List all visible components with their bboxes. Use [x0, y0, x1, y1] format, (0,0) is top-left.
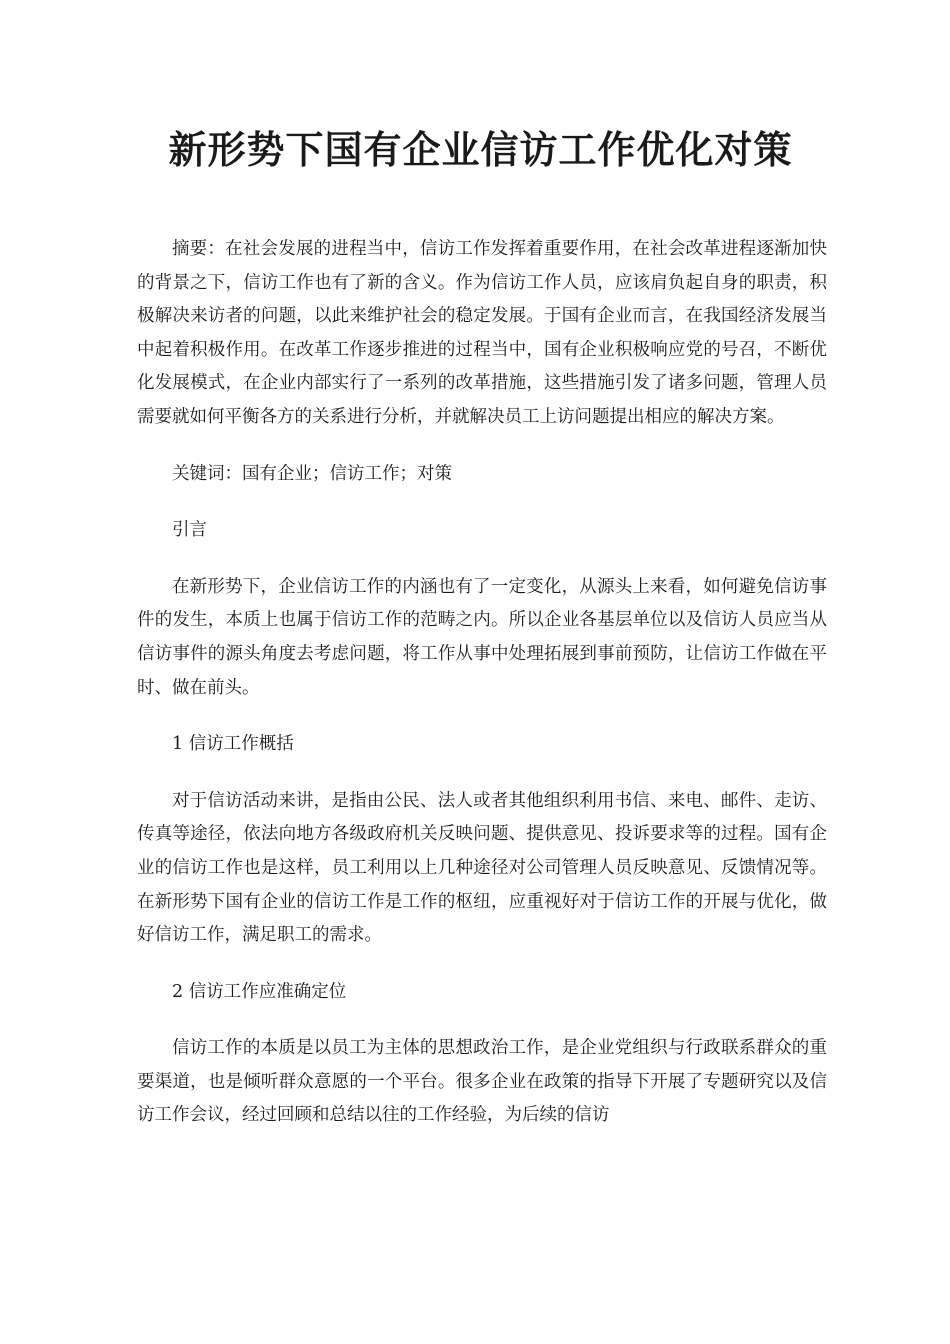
document-body [137, 233, 827, 1133]
document-title: 新形势下国有企业信访工作优化对策 [168, 128, 793, 172]
keywords-paragraph: 关键词：国有企业；信访工作；对策 [172, 463, 452, 484]
introduction-paragraph: 在新形势下，企业信访工作的内涵也有了一定变化，从源头上来看，如何避免信访事件的发生，本质上也属于信访工作的范畴之内。所以企业各基层单位以及信访人员应当从信访事件的源头角度去考虑问题，将工作从事中处理拓展到事前预防，让信访工作做在平时、做在前头。 [137, 576, 827, 698]
section-heading-1: 1 信访工作概括 [172, 734, 294, 755]
section-heading-introduction: 引言 [172, 520, 207, 541]
section-heading-2: 2 信访工作应准确定位 [172, 981, 347, 1002]
abstract-paragraph: 摘要：在社会发展的进程当中，信访工作发挥着重要作用，在社会改革进程逐渐加快的背景之下，信访工作也有了新的含义。作为信访工作人员，应该肩负起自身的职责，积极解决来访者的问题，以此来维护社会的稳定发展。于国有企业而言，在我国经济发展当中起着积极作用。在改革工作逐步推进的过程当中，国有企业积极响应党的号召，不断优化发展模式，在企业内部实行了一系列的改革措施，这些措施引发了诸多问题，管理人员需要就如何平衡各方的关系进行分析，并就解决员工上访问题提出相应的解决方案。 [137, 239, 827, 427]
section-1-paragraph: 对于信访活动来讲，是指由公民、法人或者其他组织利用书信、来电、邮件、走访、传真等途径，依法向地方各级政府机关反映问题、提供意见、投诉要求等的过程。国有企业的信访工作也是这样，员工利用以上几种途径对公司管理人员反映意见、反馈情况等。在新形势下国有企业的信访工作是工作的枢纽，应重视好对于信访工作的开展与优化，做好信访工作，满足职工的需求。 [137, 790, 827, 946]
section-2-paragraph: 信访工作的本质是以员工为主体的思想政治工作，是企业党组织与行政联系群众的重要渠道，也是倾听群众意愿的一个平台。很多企业在政策的指导下开展了专题研究以及信访工作会议，经过回顾和总结以往的工作经验，为后续的信访 [137, 1038, 827, 1126]
